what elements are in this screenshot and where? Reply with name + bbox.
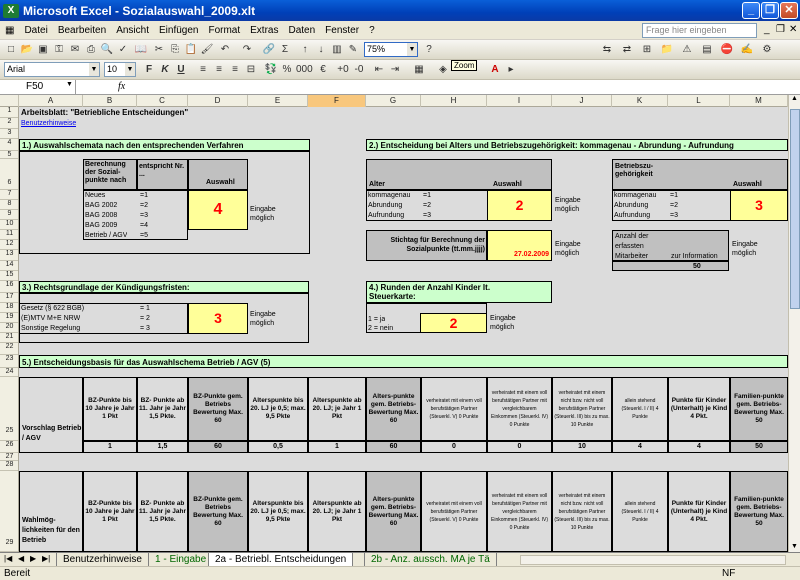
s5-cell[interactable]: 1 <box>83 441 137 453</box>
scroll-down-icon[interactable]: ▼ <box>791 543 798 550</box>
new-icon[interactable]: □ <box>7 44 15 55</box>
email-icon[interactable]: ✉ <box>70 44 80 55</box>
s2-anzahl-label: Anzahl der erfassten Mitarbeiter <box>615 233 649 260</box>
s5-cell[interactable]: Punkte für Kinder (Unterhalt) je Kind 4 Pkt. <box>668 471 730 552</box>
col-header-f[interactable]: F <box>308 95 366 107</box>
s2-count-cell <box>612 261 729 271</box>
s3-option-name: (E)MTV M+E NRW <box>21 315 81 322</box>
s1-hdr-berechnung: Berechnung der Sozial-punkte nach <box>85 161 127 184</box>
s3-option-value: = 3 <box>140 325 150 332</box>
font-size-select[interactable] <box>104 62 136 77</box>
doc-restore-icon[interactable]: ❐ <box>776 24 785 35</box>
row-header[interactable]: 19 <box>0 313 19 323</box>
chevron-down-icon[interactable]: ▼ <box>89 63 99 76</box>
row-header[interactable]: 24 <box>0 368 19 377</box>
zoom-tooltip: Zoom <box>451 60 477 71</box>
col-header-a[interactable]: A <box>19 95 83 107</box>
menu-bearbeiten[interactable]: Bearbeiten <box>57 24 107 36</box>
s3-option-name: Sonstige Regelung <box>21 325 81 332</box>
s5-cell[interactable]: allein stehend (Steuerkl. I / II) 4 Punkte <box>612 471 668 552</box>
tab-benutzerhinweise[interactable]: Benutzerhinweise <box>56 553 149 567</box>
euro-icon[interactable]: € <box>320 64 326 75</box>
s5-cell[interactable]: BZ- Punkte ab 11. Jahr je Jahr 1,5 Pkte. <box>137 471 188 552</box>
s3-selection-input[interactable]: 3 <box>188 303 248 334</box>
row-header[interactable]: 5 <box>0 151 19 159</box>
font-select[interactable] <box>4 62 100 77</box>
menu-fenster[interactable]: Fenster <box>325 24 360 36</box>
s3-option-value: = 2 <box>140 315 150 322</box>
options-icon[interactable]: ⚙ <box>762 44 772 55</box>
review-icon[interactable]: ⇄ <box>622 44 632 55</box>
tab-eingabe[interactable]: 1 - Eingabe <box>148 553 213 567</box>
row-header[interactable]: 4 <box>0 139 19 151</box>
s2-header-cell <box>366 159 552 190</box>
s2-bz-hdr-auswahl: Auswahl <box>733 181 762 188</box>
formatting-toolbar <box>0 60 800 80</box>
col-header-e[interactable]: E <box>248 95 308 107</box>
menu-format[interactable]: Format <box>208 24 241 36</box>
s1-header-cell <box>83 159 137 190</box>
s1-option-value: =1 <box>140 192 148 199</box>
merge-center-icon[interactable]: ⊟ <box>246 64 256 75</box>
chevron-down-icon[interactable]: ▼ <box>407 43 417 56</box>
section5-header <box>19 355 788 368</box>
paste-icon[interactable]: 📋 <box>184 44 198 55</box>
section4-header <box>366 281 552 303</box>
s3-input-note: Eingabe möglich <box>250 311 276 327</box>
menu-einfuegen[interactable]: Einfügen <box>158 24 199 36</box>
s2-bz-header <box>612 159 788 190</box>
row-header[interactable]: 27 <box>0 453 19 461</box>
fx-icon[interactable]: fx <box>118 81 126 92</box>
row-header[interactable]: 28 <box>0 461 19 471</box>
scroll-thumb[interactable] <box>790 109 800 309</box>
s2-bz-option-name: kommagenau <box>614 192 657 199</box>
col-header-l[interactable]: L <box>668 95 730 107</box>
menu-datei[interactable]: Datei <box>24 24 48 36</box>
s5-cell[interactable]: 60 <box>366 441 421 453</box>
increase-indent-icon[interactable]: ⇥ <box>390 64 400 75</box>
s5-cell[interactable]: verheiratet mit einem nicht bzw. nicht voll berufstätigen Partner (Steuerkl. III) bis zu max. 10 Punkte <box>552 377 612 441</box>
chevron-down-icon[interactable]: ▼ <box>125 63 135 76</box>
borders-icon[interactable]: ▦ <box>414 64 424 75</box>
row-header[interactable]: 6 <box>0 159 19 190</box>
s5-cell[interactable]: Alterspunkte bis 20. LJ je 0,5; max. 9,5 Pkte <box>248 377 308 441</box>
hyperlink-icon[interactable]: 🔗 <box>262 44 276 55</box>
warning-icon[interactable]: ⚠ <box>682 44 692 55</box>
merge-icon[interactable]: ⊞ <box>642 44 652 55</box>
row-header[interactable]: 14 <box>0 261 19 271</box>
s2-option-name: Aufrundung <box>368 212 405 219</box>
menu-extras[interactable]: Extras <box>250 24 279 36</box>
tab-last-icon[interactable]: ▶| <box>42 554 51 563</box>
compare-icon[interactable]: ⇆ <box>602 44 612 55</box>
s2-stichtag-label-cell <box>366 230 487 261</box>
s2-bz-option-name: Abrundung <box>614 202 649 209</box>
section1-title: 1.) Auswahlschemata nach den entsprechenden Verfahren <box>22 141 244 150</box>
s2-stichtag-input[interactable]: 27.02.2009 <box>487 230 552 261</box>
s5-cell[interactable]: 50 <box>730 441 788 453</box>
s5-cell[interactable]: verheiratet mit einem voll berufstätigen Partner (Steuerkl. V) 0 Punkte <box>421 377 487 441</box>
print-preview-icon[interactable]: 🔍 <box>100 44 114 55</box>
s5-cell[interactable]: Alterspunkte bis 20. LJ je 0,5; max. 9,5 Pkte <box>248 471 308 552</box>
s5-cell[interactable]: verheiratet mit einem nicht bzw. nicht voll berufstätigen Partner (Steuerkl. III) bis zu max. 10 Punkte <box>552 471 612 552</box>
col-header-i[interactable]: I <box>487 95 552 107</box>
s2-info-label: zur Information <box>671 253 718 260</box>
cut-icon[interactable]: ✂ <box>154 44 164 55</box>
decrease-indent-icon[interactable]: ⇤ <box>374 64 384 75</box>
font-color-icon[interactable]: A <box>491 64 499 75</box>
col-header-k[interactable]: K <box>612 95 668 107</box>
s1-option-name: Betrieb / AGV <box>85 232 128 239</box>
col-header-c[interactable]: C <box>137 95 188 107</box>
close-button[interactable]: ✕ <box>780 2 798 19</box>
s2-option-value: =1 <box>423 192 431 199</box>
s2-bz-option-name: Aufrundung <box>614 212 651 219</box>
s2-bz-option-value: =2 <box>670 202 678 209</box>
horizontal-scrollbar[interactable] <box>520 555 786 565</box>
stop-icon[interactable]: ⛔ <box>720 44 734 55</box>
undo-icon[interactable]: ↶ <box>220 44 230 55</box>
decrease-decimal-icon[interactable]: -0 <box>354 64 364 75</box>
vertical-scrollbar[interactable] <box>788 95 800 552</box>
s4-option-name: 2 = nein <box>368 325 394 332</box>
title-bar <box>0 0 800 21</box>
italic-icon[interactable]: K <box>161 64 169 75</box>
tab-next-icon[interactable]: ▶ <box>30 554 37 563</box>
s2-bz-option-value: =3 <box>670 212 678 219</box>
menu-help[interactable]: ? <box>369 24 375 36</box>
align-center-icon[interactable]: ≡ <box>216 64 222 75</box>
s2-hdr-alter: Alter <box>369 181 385 188</box>
s2-anzahl-cell <box>612 230 729 261</box>
s2-hdr-auswahl: Auswahl <box>493 181 522 188</box>
s1-option-name: BAG 2008 <box>85 212 118 219</box>
s2-alter-input[interactable]: 2 <box>487 190 552 221</box>
more-options-icon[interactable]: ▸ <box>508 64 514 75</box>
scroll-up-icon[interactable]: ▲ <box>791 95 798 102</box>
row-header[interactable]: 2 <box>0 118 19 129</box>
col-header-m[interactable]: M <box>730 95 788 107</box>
section2-header <box>366 139 788 151</box>
s2-bz-input[interactable]: 3 <box>730 190 788 221</box>
sort-asc-icon[interactable]: ↑ <box>302 44 308 55</box>
s5-row25-label-cell <box>19 377 83 453</box>
note-icon[interactable]: ✍ <box>740 44 754 55</box>
sheet-tab-bar <box>0 552 800 566</box>
status-ready: Bereit <box>4 568 31 579</box>
s1-option-name: BAG 2009 <box>85 222 118 229</box>
help-search-input[interactable]: Frage hier eingeben <box>642 23 757 38</box>
increase-decimal-icon[interactable]: +0 <box>337 64 349 75</box>
row-header[interactable]: 18 <box>0 303 19 313</box>
s2-hdr-betriebszugehoerigkeit: Betriebszu-gehörigkeit <box>615 163 654 178</box>
s1-hdr-auswahl: Auswahl <box>206 179 235 186</box>
maximize-button[interactable]: ❐ <box>761 2 779 19</box>
s2-anzahl-note: Eingabe möglich <box>732 241 758 257</box>
s5-cell[interactable]: Alters-punkte gem. Betriebs-Bewertung Max. 60 <box>366 377 421 441</box>
s5-cell[interactable]: Alterspunkte ab 20. LJ; je Jahr 1 Pkt <box>308 377 366 441</box>
s2-option-value: =2 <box>423 202 431 209</box>
row-header[interactable]: 9 <box>0 210 19 220</box>
fill-color-icon[interactable]: ◈ <box>439 64 447 75</box>
s5-cell[interactable]: BZ- Punkte ab 11. Jahr je Jahr 1,5 Pkte. <box>137 377 188 441</box>
row-header[interactable]: 17 <box>0 293 19 303</box>
row-headers <box>0 107 19 552</box>
zoom-select[interactable] <box>364 42 418 57</box>
section3-header <box>19 281 309 293</box>
status-bar <box>0 566 800 580</box>
chevron-down-icon[interactable]: ▼ <box>66 81 73 88</box>
s5-cell[interactable]: verheiratet mit einem voll berufstätigen Partner (Steuerkl. V) 0 Punkte <box>421 471 487 552</box>
section4-title: 4.) Runden der Anzahl Kinder lt. Steuerkarte: <box>369 283 491 301</box>
s2-input-note: Eingabe möglich <box>555 197 581 213</box>
percent-icon[interactable]: % <box>282 64 292 75</box>
font-size-value: 10 <box>107 64 118 74</box>
help-icon[interactable]: ? <box>426 44 432 55</box>
s5-cell[interactable]: 4 <box>668 441 730 453</box>
menu-bar <box>0 21 800 40</box>
s5-cell[interactable]: verheiratet mit einem voll berufstätigen Partner mit vergleichbarem Einkommen (Steuerkl. IV) 0 Punkte <box>487 471 552 552</box>
row-header[interactable]: 7 <box>0 190 19 200</box>
drawing-icon[interactable]: ✎ <box>348 44 358 55</box>
col-header-b[interactable]: B <box>83 95 137 107</box>
s1-option-value: =3 <box>140 212 148 219</box>
s5-cell[interactable]: Alterspunkte ab 20. LJ; je Jahr 1 Pkt <box>308 471 366 552</box>
spelling-icon[interactable]: ✓ <box>118 44 128 55</box>
row-header[interactable]: 20 <box>0 323 19 333</box>
s5-cell[interactable]: BZ-Punkte gem. Betriebs Bewertung Max. 60 <box>188 377 248 441</box>
s1-option-value: =2 <box>140 202 148 209</box>
excel-app-icon[interactable]: X <box>3 4 19 18</box>
s5-cell[interactable]: Familien-punkte gem. Betriebs-Bewertung Max. 50 <box>730 471 788 552</box>
s5-row29-label-cell <box>19 471 83 552</box>
s5-cell[interactable]: Alters-punkte gem. Betriebs-Bewertung Max. 60 <box>366 471 421 552</box>
tab-betriebl-entscheidungen[interactable]: 2a - Betriebl. Entscheidungen <box>208 553 353 567</box>
s5-cell[interactable]: 1,5 <box>137 441 188 453</box>
align-right-icon[interactable]: ≡ <box>232 64 238 75</box>
s1-header-cell <box>137 159 188 190</box>
row-header[interactable]: 13 <box>0 250 19 261</box>
doc-minimize-icon[interactable]: _ <box>764 24 770 35</box>
col-header-d[interactable]: D <box>188 95 248 107</box>
select-all-corner[interactable] <box>0 95 19 107</box>
s4-input-note: Eingabe möglich <box>490 315 516 331</box>
formula-bar <box>0 80 800 95</box>
window-title: Microsoft Excel - Sozialauswahl_2009.xlt <box>23 3 256 18</box>
s2-option-name: Abrundung <box>368 202 403 209</box>
section2-title: 2.) Entscheidung bei Alters und Betriebszugehörigkeit: kommagenau - Abrundung - Aufrundung <box>369 141 734 150</box>
section5-title: 5.) Entscheidungsbasis für das Auswahlschema Betrieb / AGV (5) <box>22 358 271 367</box>
research-icon[interactable]: 📖 <box>134 44 148 55</box>
col-header-j[interactable]: J <box>552 95 612 107</box>
s2-stichtag-label: Stichtag für Berechnung der Sozialpunkte (tt.mm.jjjj) <box>390 237 485 253</box>
name-box[interactable]: F50 <box>0 80 76 95</box>
col-header-h[interactable]: H <box>421 95 487 107</box>
row-header[interactable]: 3 <box>0 129 19 139</box>
s5-cell[interactable]: 1 <box>308 441 366 453</box>
s1-header-cell <box>188 159 248 190</box>
s5-cell[interactable]: 4 <box>612 441 668 453</box>
s5-cell[interactable]: 0 <box>487 441 552 453</box>
s3-option-value: = 1 <box>140 305 150 312</box>
format-painter-icon[interactable]: 🖌 <box>200 44 214 55</box>
row-header[interactable]: 16 <box>0 281 19 293</box>
doc-close-icon[interactable]: ✕ <box>789 24 798 35</box>
status-numlock: NF <box>722 568 736 579</box>
s4-option-name: 1 = ja <box>368 316 386 323</box>
section3-title: 3.) Rechtsgrundlage der Kündigungsfristen: <box>22 283 190 292</box>
folder-icon[interactable]: 📁 <box>660 44 674 55</box>
row-header[interactable]: 12 <box>0 240 19 250</box>
col-header-g[interactable]: G <box>366 95 421 107</box>
align-left-icon[interactable]: ≡ <box>200 64 206 75</box>
s5-cell[interactable]: allein stehend (Steuerkl. I / II) 4 Punkte <box>612 377 668 441</box>
menu-daten[interactable]: Daten <box>288 24 316 36</box>
autosum-icon[interactable]: Σ <box>281 44 289 55</box>
tab-prev-icon[interactable]: ◀ <box>18 554 25 563</box>
s1-input-note: Eingabe möglich <box>250 206 276 222</box>
redo-icon[interactable]: ↷ <box>242 44 252 55</box>
minimize-button[interactable]: _ <box>742 2 760 19</box>
s1-selection-input[interactable]: 4 <box>188 190 248 230</box>
row-header[interactable]: 26 <box>0 441 19 453</box>
row-header[interactable]: 22 <box>0 343 19 355</box>
chart-wizard-icon[interactable]: ▥ <box>332 44 342 55</box>
s5-cell[interactable]: 0,5 <box>248 441 308 453</box>
row-header[interactable]: 29 <box>0 471 19 552</box>
underline-icon[interactable]: U <box>177 64 185 75</box>
font-value: Arial <box>7 64 26 74</box>
sort-desc-icon[interactable]: ↓ <box>318 44 324 55</box>
s1-option-name: BAG 2002 <box>85 202 118 209</box>
s1-option-name: Neues <box>85 192 106 199</box>
s5-cell[interactable]: BZ-Punkte bis 10 Jahre je Jahr 1 Pkt <box>83 471 137 552</box>
s5-cell[interactable]: Punkte für Kinder (Unterhalt) je Kind 4 Pkt. <box>668 377 730 441</box>
row-header[interactable]: 11 <box>0 230 19 240</box>
permission-icon[interactable]: ⚿ <box>55 44 63 55</box>
currency-style-icon[interactable]: 💱 <box>264 64 278 75</box>
row-header[interactable]: 10 <box>0 220 19 230</box>
s2-mitarbeiter-count: 50 <box>693 263 701 270</box>
zoom-value: 75% <box>367 44 386 54</box>
s5-cell[interactable]: Familien-punkte gem. Betriebs-Bewertung Max. 50 <box>730 377 788 441</box>
row-header[interactable]: 1 <box>0 107 19 118</box>
s2-bz-option-value: =1 <box>670 192 678 199</box>
row-header[interactable]: 8 <box>0 200 19 210</box>
s5-cell[interactable]: BZ-Punkte bis 10 Jahre je Jahr 1 Pkt <box>83 377 137 441</box>
worksheet-grid[interactable] <box>19 107 788 552</box>
standard-toolbar <box>0 40 800 60</box>
row-header[interactable]: 23 <box>0 355 19 368</box>
s5-cell[interactable]: 60 <box>188 441 248 453</box>
row-header[interactable]: 15 <box>0 271 19 281</box>
save-icon[interactable]: ▣ <box>38 44 48 55</box>
s5-cell[interactable]: 0 <box>421 441 487 453</box>
s5-cell[interactable]: BZ-Punkte gem. Betriebs Bewertung Max. 60 <box>188 471 248 552</box>
s2-stichtag-note: Eingabe möglich <box>555 241 581 257</box>
s1-option-value: =5 <box>140 232 148 239</box>
s5-row29-label: Wahlmög-lichkeiten für den Betrieb <box>22 517 80 544</box>
calendar-icon[interactable]: ▤ <box>702 44 712 55</box>
row-header[interactable]: 25 <box>0 377 19 441</box>
tab-anz-aussch[interactable]: 2b - Anz. aussch. MA je Tä <box>364 553 497 567</box>
open-icon[interactable]: 📂 <box>20 44 34 55</box>
s3-option-name: Gesetz (§ 622 BGB) <box>21 305 85 312</box>
s2-option-name: kommagenau <box>368 192 411 199</box>
benutzerhinweise-link[interactable]: Benutzerhinweise <box>21 120 77 127</box>
sheet-title: Arbeitsblatt: "Betriebliche Entscheidungen" <box>21 108 189 117</box>
menu-ansicht[interactable]: Ansicht <box>116 24 149 36</box>
bold-icon[interactable]: F <box>145 64 153 75</box>
s5-cell[interactable]: verheiratet mit einem voll berufstätigen Partner mit vergleichbarem Einkommen (Steuerkl. IV) 0 Punkte <box>487 377 552 441</box>
row-header[interactable]: 21 <box>0 333 19 343</box>
s1-hdr-entspricht: entspricht Nr. ... <box>139 163 185 178</box>
section1-header <box>19 139 310 151</box>
s2-option-value: =3 <box>423 212 431 219</box>
print-icon[interactable]: ⎙ <box>87 44 95 55</box>
s5-cell[interactable]: 10 <box>552 441 612 453</box>
tab-first-icon[interactable]: |◀ <box>4 554 13 563</box>
doc-icon[interactable]: ▦ <box>5 24 15 36</box>
column-headers <box>0 95 800 107</box>
copy-icon[interactable]: ⎘ <box>171 44 179 55</box>
comma-style-icon[interactable]: 000 <box>296 64 313 75</box>
s4-selection-input[interactable]: 2 <box>420 313 487 333</box>
s1-option-value: =4 <box>140 222 148 229</box>
s5-row25-label: Vorschlag Betrieb / AGV <box>22 425 82 442</box>
